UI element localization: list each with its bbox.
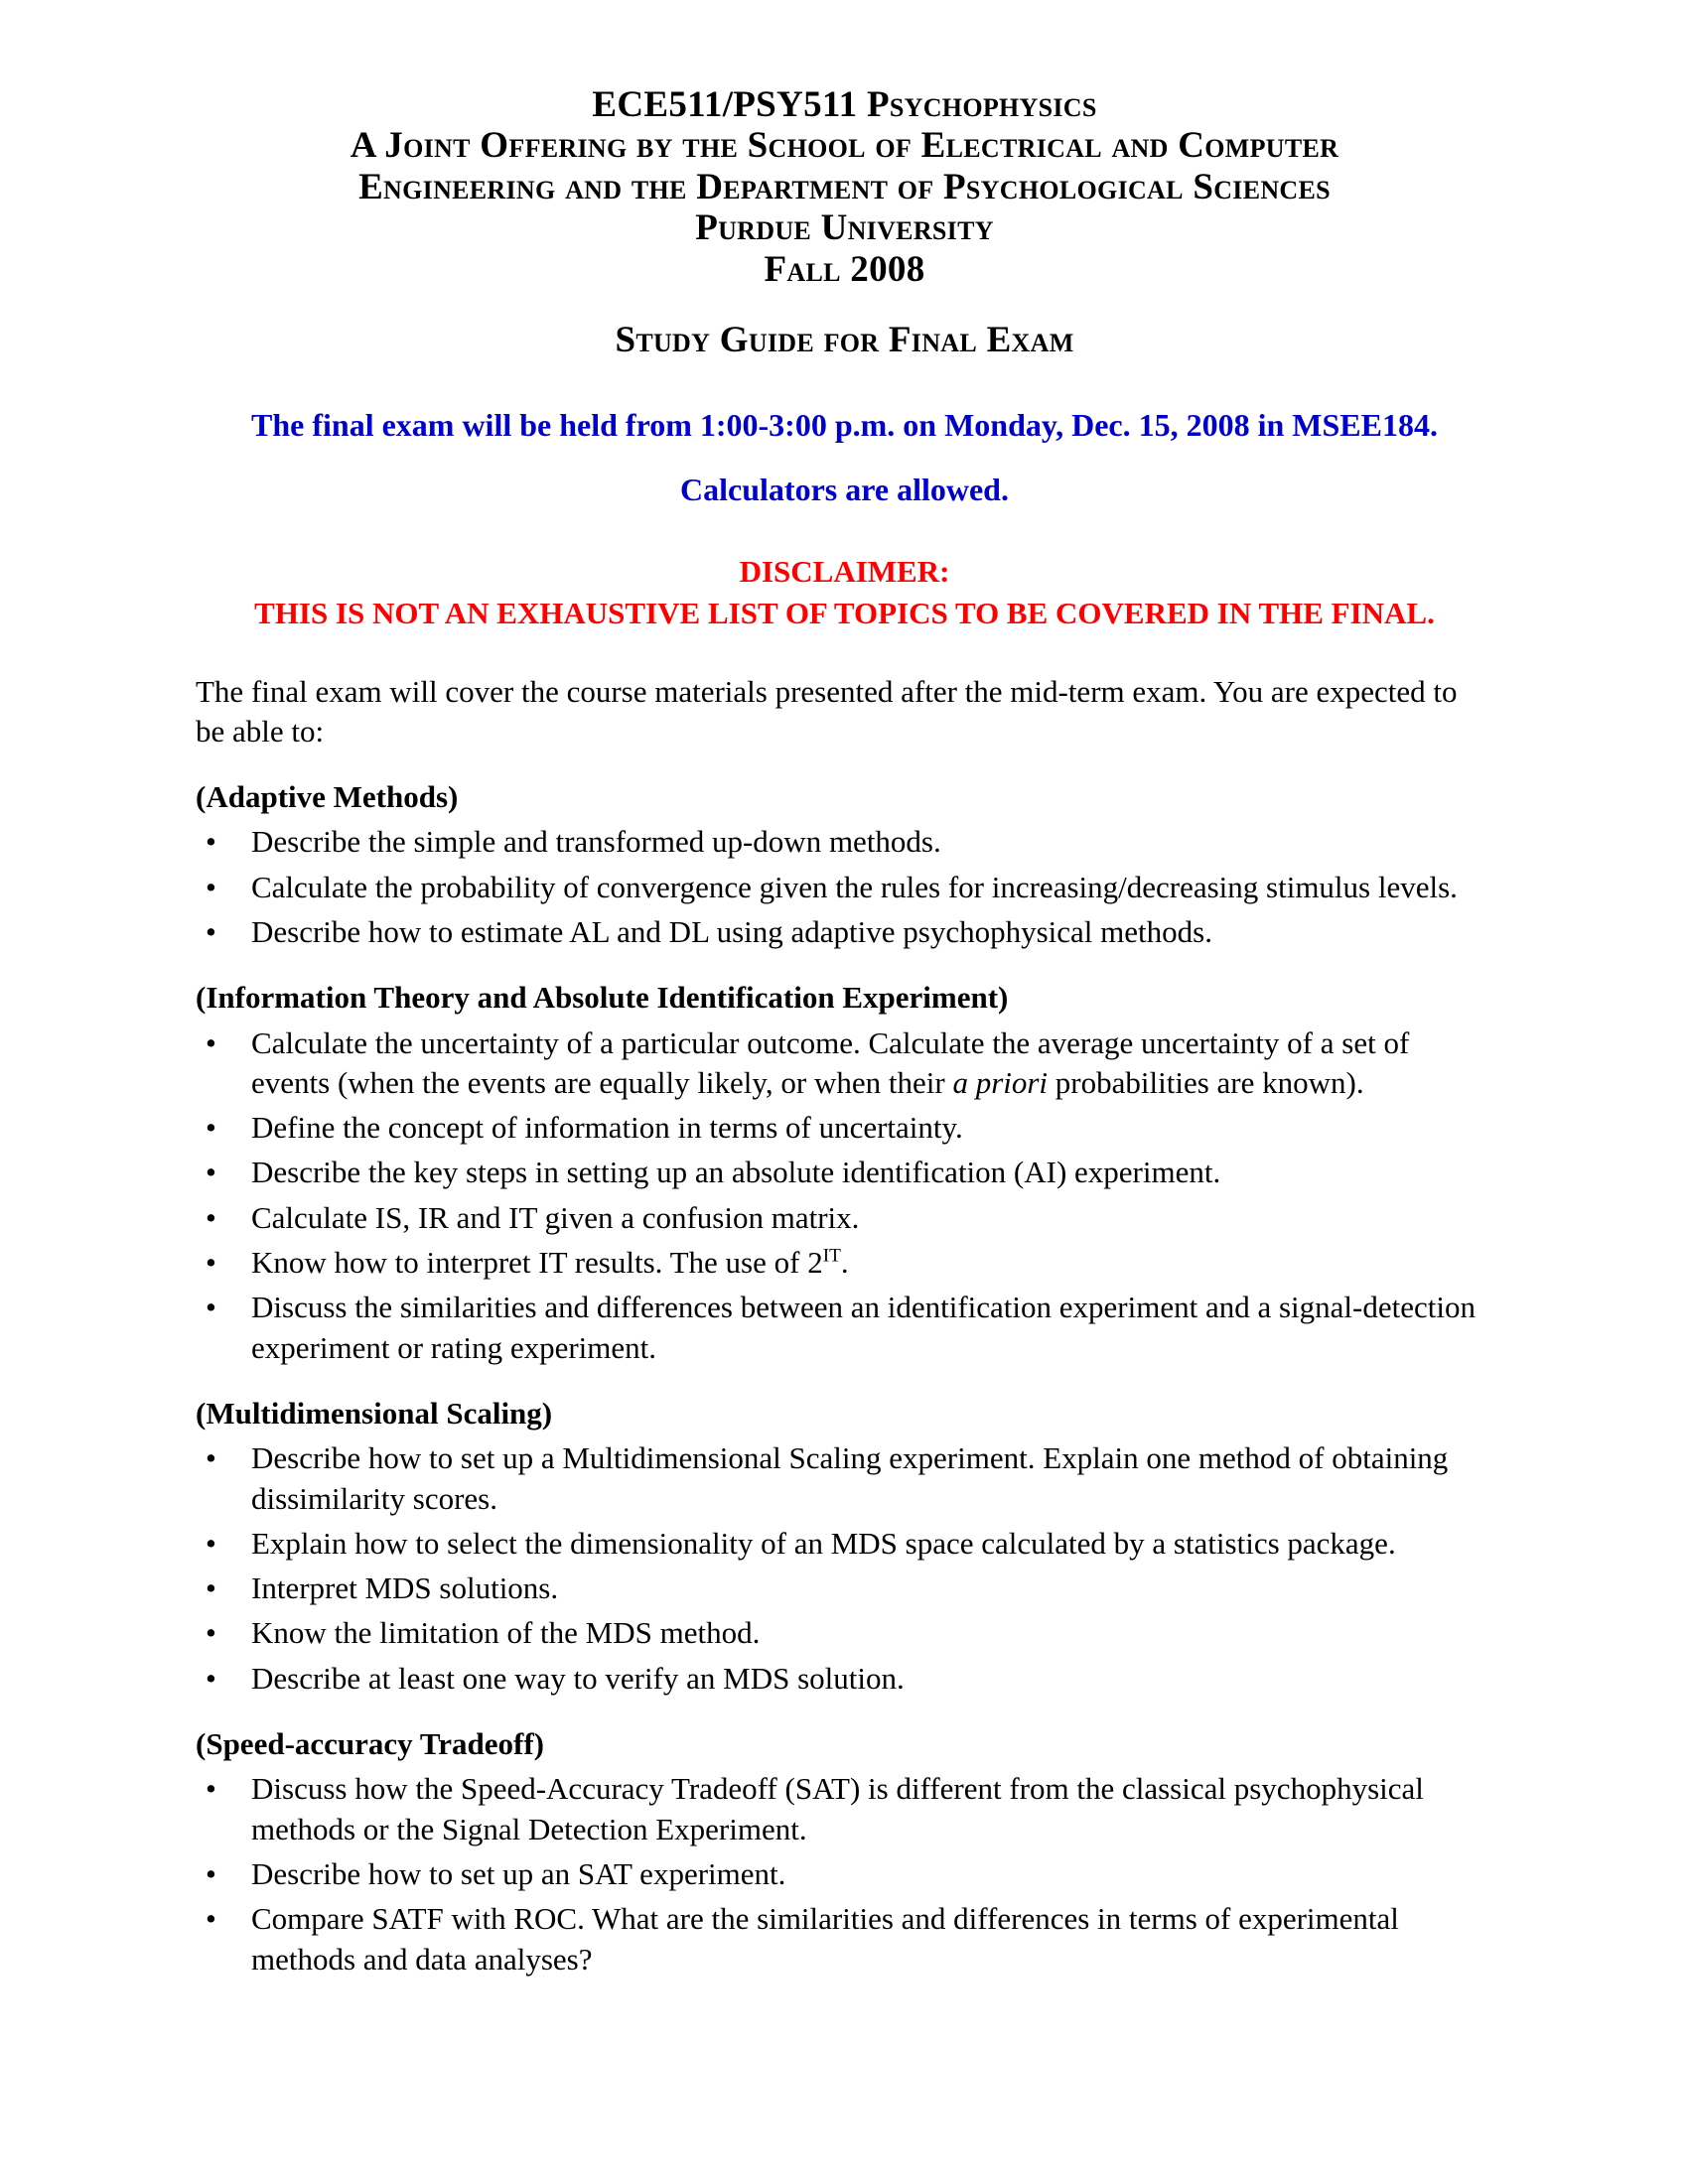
term: Fall 2008 — [764, 248, 925, 290]
bullet-text: Discuss the similarities and differences between an identification experiment and a signal-detection experiment or rating experiment. — [251, 1290, 1476, 1365]
bullet-text: Calculate IS, IR and IT given a confusion matrix. — [251, 1199, 860, 1235]
bullet-item — [196, 1108, 1493, 1148]
bullet-text: Know the limitation of the MDS method. — [251, 1615, 761, 1651]
bullet-text: Discuss how the Speed-Accuracy Tradeoff (SAT) is different from the classical psychophysical methods or the Signal Detection Experiment. — [251, 1771, 1424, 1846]
bullet-text: Compare SATF with ROC. What are the similarities and differences in terms of experimental methods and data analyses? — [251, 1901, 1399, 1977]
bullet-list — [196, 1024, 1493, 1368]
bullet-text: Describe how to set up a Multidimensional Scaling experiment. Explain one method of obtaining dissimilarity scores. — [251, 1440, 1449, 1516]
document-header — [196, 84, 1493, 290]
bullet-text: Interpret MDS solutions. — [251, 1570, 559, 1606]
section-heading: (Information Theory and Absolute Identification Experiment) — [196, 980, 1009, 1016]
disclaimer-heading: DISCLAIMER: — [739, 553, 950, 589]
bullet-list — [196, 1769, 1493, 1979]
bullet-item — [196, 1899, 1493, 1979]
bullet-list — [196, 1438, 1493, 1699]
bullet-item — [196, 1198, 1493, 1238]
bullet-item — [196, 912, 1493, 952]
disclaimer-block — [196, 551, 1493, 634]
bullet-text: Describe at least one way to verify an MDS solution. — [251, 1660, 905, 1696]
bullet-item — [196, 1769, 1493, 1849]
bullet-text: Define the concept of information in terms of uncertainty. — [251, 1110, 963, 1146]
bullet-item — [196, 822, 1493, 862]
bullet-item — [196, 1243, 1493, 1283]
bullet-text: Describe the key steps in setting up an absolute identification (AI) experiment. — [251, 1155, 1221, 1190]
section-adaptive-methods — [196, 777, 1493, 952]
subtitle-line-1: A Joint Offering by the School of Electrical and Computer — [350, 125, 1339, 167]
section-speed-accuracy-tradeoff — [196, 1724, 1493, 1979]
university-name: Purdue University — [695, 207, 994, 249]
bullet-text-superscript: IT — [822, 1245, 841, 1267]
bullet-item — [196, 868, 1493, 907]
study-guide-heading: Study Guide for Final Exam — [615, 320, 1074, 361]
calculators-notice: Calculators are allowed. — [680, 472, 1009, 508]
bullet-item — [196, 1438, 1493, 1519]
course-title: ECE511/PSY511 Psychophysics — [592, 84, 1097, 125]
bullet-text: Calculate the uncertainty of a particular outcome. Calculate the average uncertainty of a set of events (when the events are equally likely, or when their — [251, 1024, 1410, 1100]
section-information-theory — [196, 978, 1493, 1368]
bullet-item — [196, 1288, 1493, 1368]
disclaimer-text: THIS IS NOT AN EXHAUSTIVE LIST OF TOPICS TO BE COVERED IN THE FINAL. — [254, 595, 1435, 630]
bullet-text: Describe how to set up an SAT experiment. — [251, 1855, 786, 1891]
bullet-item — [196, 1524, 1493, 1564]
bullet-text: Describe the simple and transformed up-down methods. — [251, 824, 941, 860]
bullet-item — [196, 1613, 1493, 1653]
bullet-text: Calculate the probability of convergence given the rules for increasing/decreasing stimulus levels. — [251, 869, 1458, 904]
bullet-text: Describe how to estimate AL and DL using adaptive psychophysical methods. — [251, 913, 1212, 949]
bullet-text-italic: a priori — [952, 1064, 1049, 1100]
bullet-text: Know how to interpret IT results. The use of 2 — [251, 1245, 823, 1281]
subtitle-line-2: Engineering and the Department of Psychological Sciences — [358, 166, 1331, 207]
bullet-text: probabilities are known). — [1048, 1064, 1364, 1100]
section-heading: (Multidimensional Scaling) — [196, 1395, 553, 1431]
section-heading: (Speed-accuracy Tradeoff) — [196, 1726, 544, 1762]
bullet-item — [196, 1153, 1493, 1192]
section-multidimensional-scaling — [196, 1394, 1493, 1699]
bullet-text: Explain how to select the dimensionality of an MDS space calculated by a statistics package. — [251, 1525, 1396, 1561]
bullet-text: . — [840, 1245, 849, 1281]
bullet-item — [196, 1659, 1493, 1699]
section-heading: (Adaptive Methods) — [196, 779, 459, 815]
bullet-item — [196, 1854, 1493, 1894]
exam-schedule-notice: The final exam will be held from 1:00-3:00 p.m. on Monday, Dec. 15, 2008 in MSEE184. — [251, 406, 1438, 443]
intro-paragraph: The final exam will cover the course materials presented after the mid-term exam. You are expected to be able to: — [196, 673, 1458, 749]
bullet-list — [196, 822, 1493, 952]
bullet-item — [196, 1569, 1493, 1608]
bullet-item — [196, 1024, 1493, 1104]
